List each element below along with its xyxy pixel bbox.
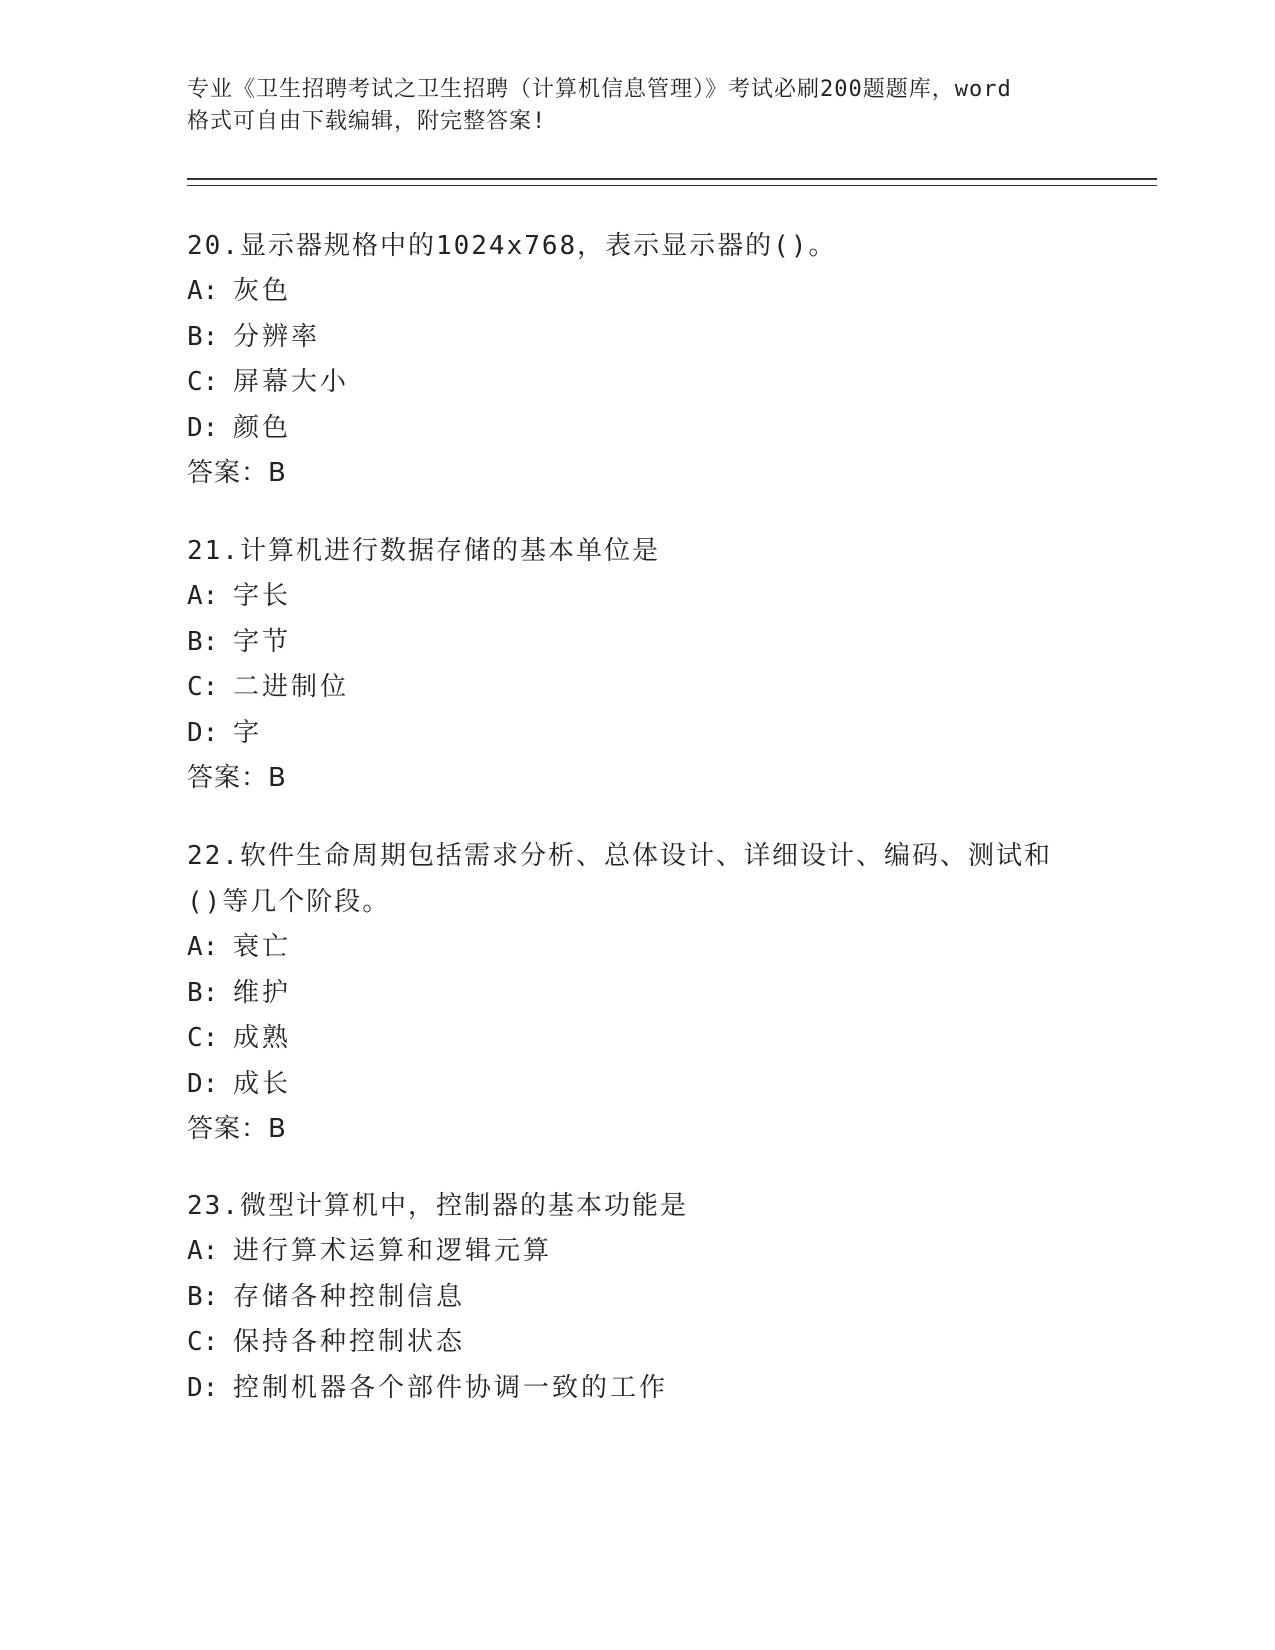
answer-line: 答案：B <box>187 763 287 793</box>
option-text: 字 <box>233 717 263 748</box>
option-text: 存储各种控制信息 <box>233 1281 466 1312</box>
option-text: 衰亡 <box>233 932 292 962</box>
option-text: 分辨率 <box>233 321 321 352</box>
question-stem: 22.软件生命周期包括需求分析、总体设计、详细设计、编码、测试和()等几个阶段。 <box>187 841 1052 917</box>
option-b <box>187 971 1157 1017</box>
question-23 <box>187 1183 1157 1411</box>
question-stem: 23.微型计算机中，控制器的基本功能是 <box>187 1191 688 1221</box>
option-a <box>187 269 1157 315</box>
option-text: 颜色 <box>233 412 292 443</box>
option-d <box>187 1366 1157 1412</box>
option-text: 控制机器各个部件协调一致的工作 <box>233 1372 669 1403</box>
answer-line: 答案：B <box>187 1114 287 1144</box>
option-text: 二进制位 <box>233 672 350 702</box>
option-c <box>187 665 1157 711</box>
option-key: A: <box>187 1236 219 1266</box>
option-c <box>187 360 1157 406</box>
question-20 <box>187 223 1157 496</box>
option-b <box>187 1275 1157 1321</box>
header-double-rule <box>187 178 1157 186</box>
option-key: D: <box>187 1068 219 1099</box>
option-text: 维护 <box>233 977 292 1008</box>
option-c <box>187 1016 1157 1062</box>
document-header <box>187 74 1087 138</box>
option-key: C: <box>187 1327 219 1357</box>
option-text: 字长 <box>233 581 292 611</box>
answer-line: 答案：B <box>187 458 287 488</box>
option-text: 灰色 <box>233 276 292 306</box>
question-22 <box>187 833 1157 1152</box>
question-stem: 20.显示器规格中的1024x768，表示显示器的()。 <box>187 231 837 261</box>
option-key: C: <box>187 367 219 397</box>
option-key: C: <box>187 672 219 702</box>
option-d <box>187 1062 1157 1108</box>
option-c <box>187 1320 1157 1366</box>
option-a <box>187 574 1157 620</box>
option-key: D: <box>187 1372 219 1403</box>
option-d <box>187 711 1157 757</box>
option-text: 成熟 <box>233 1023 292 1053</box>
option-key: D: <box>187 412 219 443</box>
option-key: A: <box>187 581 219 611</box>
option-text: 字节 <box>233 626 292 657</box>
option-text: 成长 <box>233 1068 292 1099</box>
option-b <box>187 315 1157 361</box>
question-stem: 21.计算机进行数据存储的基本单位是 <box>187 536 660 566</box>
question-21 <box>187 528 1157 801</box>
option-text: 屏幕大小 <box>233 367 350 397</box>
option-key: A: <box>187 276 219 306</box>
option-key: B: <box>187 321 219 352</box>
header-line-1: 专业《卫生招聘考试之卫生招聘（计算机信息管理）》考试必刷200题题库，word <box>187 77 1012 102</box>
option-text: 进行算术运算和逻辑元算 <box>233 1236 553 1266</box>
option-b <box>187 620 1157 666</box>
option-text: 保持各种控制状态 <box>233 1327 466 1357</box>
option-a <box>187 925 1157 971</box>
option-key: B: <box>187 977 219 1008</box>
option-a <box>187 1229 1157 1275</box>
option-key: B: <box>187 626 219 657</box>
option-key: C: <box>187 1023 219 1053</box>
header-line-2: 格式可自由下载编辑，附完整答案! <box>187 109 547 134</box>
option-d <box>187 406 1157 452</box>
option-key: B: <box>187 1281 219 1312</box>
option-key: D: <box>187 717 219 748</box>
option-key: A: <box>187 932 219 962</box>
